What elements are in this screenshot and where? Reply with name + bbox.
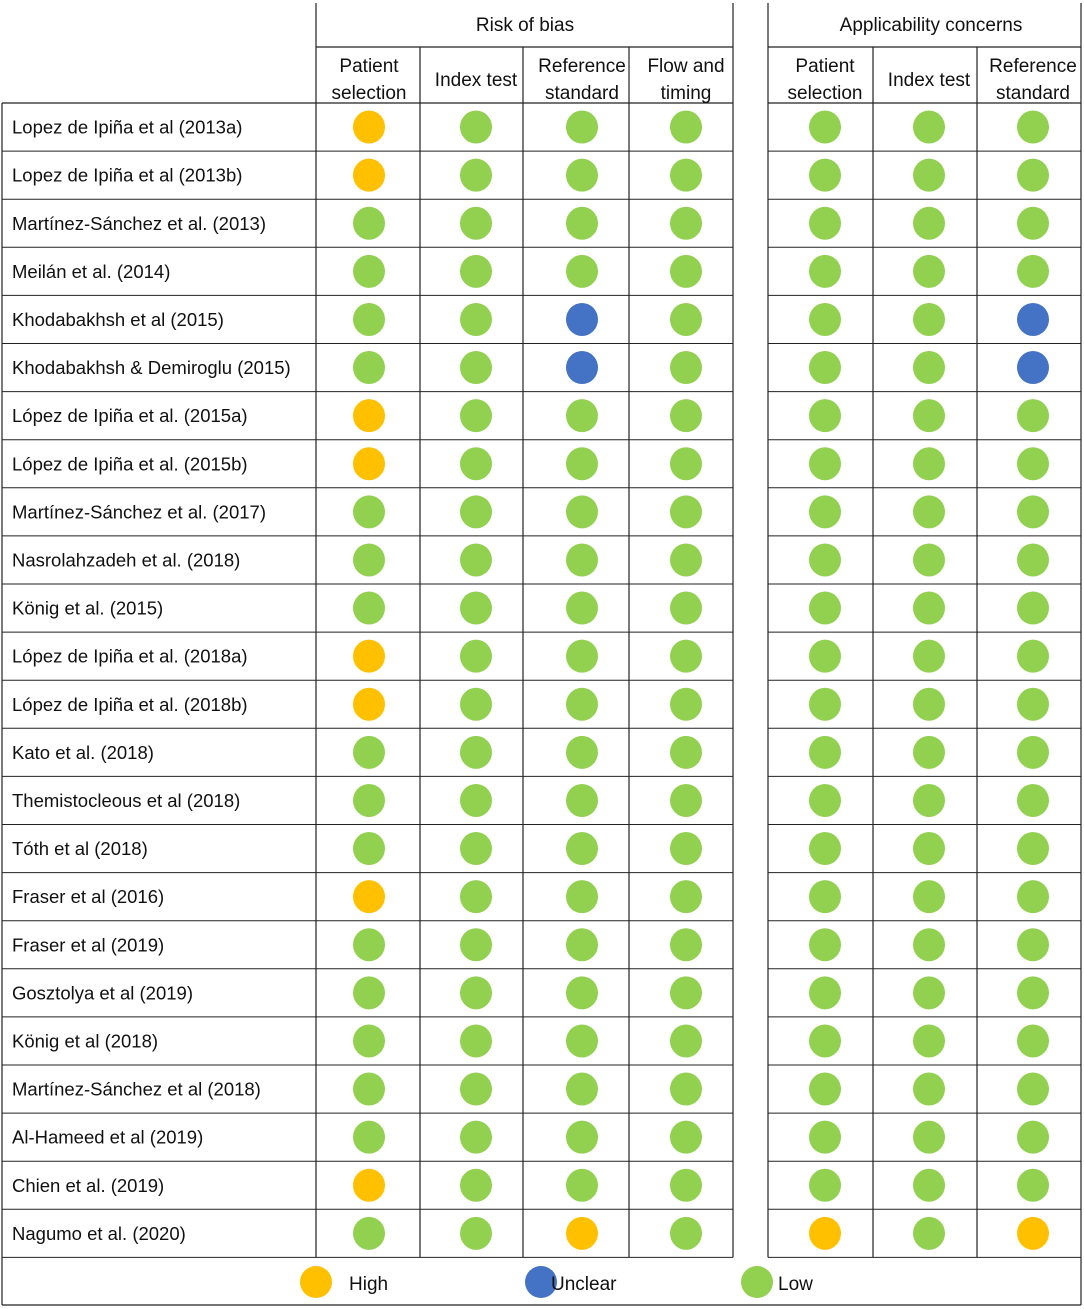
study-name: López de Ipiña et al. (2018a) bbox=[12, 645, 248, 667]
rating-dot-low bbox=[1017, 1024, 1049, 1057]
rating-dot-low bbox=[670, 832, 702, 865]
rating-dot-low bbox=[670, 640, 702, 673]
rating-dot-low bbox=[809, 543, 841, 576]
rating-dot-low bbox=[670, 111, 702, 144]
rating-dot-low bbox=[913, 784, 945, 817]
rating-dot-low bbox=[913, 688, 945, 721]
rating-dot-low bbox=[809, 159, 841, 192]
rating-dot-low bbox=[809, 495, 841, 528]
study-name: Chien et al. (2019) bbox=[12, 1174, 165, 1196]
rating-dot-unclear bbox=[1017, 351, 1049, 384]
rating-dot-low bbox=[809, 447, 841, 480]
rating-dot-low bbox=[809, 207, 841, 240]
rating-dot-low bbox=[460, 447, 492, 480]
rating-dot-high bbox=[353, 447, 385, 480]
rating-dot-low bbox=[809, 832, 841, 865]
rating-dot-low bbox=[809, 736, 841, 769]
rating-dot-low bbox=[1017, 736, 1049, 769]
rating-dot-low bbox=[460, 255, 492, 288]
rating-dot-low bbox=[913, 255, 945, 288]
rating-dot-low bbox=[353, 207, 385, 240]
column-header-line2: timing bbox=[660, 83, 712, 104]
table-row bbox=[12, 447, 1049, 480]
rating-dot-low bbox=[566, 736, 598, 769]
rating-dot-low bbox=[913, 207, 945, 240]
study-name: Al-Hameed et al (2019) bbox=[12, 1126, 204, 1148]
rating-dot-low bbox=[809, 255, 841, 288]
study-name: Lopez de Ipiña et al (2013b) bbox=[12, 164, 243, 186]
table-row bbox=[12, 880, 1049, 913]
rating-dot-low bbox=[809, 1121, 841, 1154]
table-row bbox=[12, 1024, 1049, 1057]
rating-dot-low bbox=[353, 928, 385, 961]
rating-dot-low bbox=[913, 1169, 945, 1202]
table-row bbox=[12, 255, 1049, 288]
legend-label: Unclear bbox=[551, 1274, 617, 1295]
rating-dot-high bbox=[353, 880, 385, 913]
rating-dot-low bbox=[460, 159, 492, 192]
rating-dot-high bbox=[353, 111, 385, 144]
rating-dot-low bbox=[1017, 784, 1049, 817]
rating-dot-low bbox=[460, 1169, 492, 1202]
rating-dot-low bbox=[1017, 207, 1049, 240]
rating-dot-low bbox=[460, 111, 492, 144]
rating-dot-low bbox=[670, 1217, 702, 1250]
rating-dot-low bbox=[1017, 447, 1049, 480]
rating-dot-low bbox=[670, 255, 702, 288]
rating-dot-low bbox=[913, 447, 945, 480]
column-header-line1: Reference bbox=[538, 56, 626, 77]
column-header-line1: Reference bbox=[989, 56, 1077, 77]
rating-dot-low bbox=[913, 640, 945, 673]
rating-dot-low bbox=[670, 976, 702, 1009]
rating-dot-low bbox=[1017, 255, 1049, 288]
rating-dot-low bbox=[809, 784, 841, 817]
rating-dot-low bbox=[353, 592, 385, 625]
rating-dot-low bbox=[670, 543, 702, 576]
rating-dot-low bbox=[566, 928, 598, 961]
rating-dot-low bbox=[913, 159, 945, 192]
rating-dot-low bbox=[460, 640, 492, 673]
rating-dot-low bbox=[460, 303, 492, 336]
rating-dot-low bbox=[353, 736, 385, 769]
study-name: Tóth et al (2018) bbox=[12, 838, 148, 860]
rating-dot-low bbox=[566, 495, 598, 528]
rating-dot-unclear bbox=[1017, 303, 1049, 336]
rating-dot-low bbox=[460, 543, 492, 576]
legend-item-unclear bbox=[525, 1266, 617, 1298]
legend-swatch bbox=[300, 1266, 332, 1298]
rating-dot-low bbox=[1017, 399, 1049, 432]
rating-dot-low bbox=[913, 303, 945, 336]
column-header-line2: selection bbox=[331, 83, 407, 104]
column-header-line1: Patient bbox=[795, 56, 855, 77]
table-row bbox=[12, 976, 1049, 1009]
rating-dot-low bbox=[1017, 543, 1049, 576]
rating-dot-low bbox=[353, 1024, 385, 1057]
rating-dot-unclear bbox=[566, 303, 598, 336]
study-name: Martínez-Sánchez et al. (2017) bbox=[12, 501, 266, 523]
rating-dot-low bbox=[913, 495, 945, 528]
study-name: López de Ipiña et al. (2015b) bbox=[12, 453, 248, 475]
rating-dot-low bbox=[913, 592, 945, 625]
rating-dot-low bbox=[913, 736, 945, 769]
rating-dot-low bbox=[460, 351, 492, 384]
legend-label: High bbox=[349, 1274, 389, 1295]
rating-dot-low bbox=[670, 784, 702, 817]
table-row bbox=[12, 832, 1049, 865]
rating-dot-low bbox=[1017, 111, 1049, 144]
study-name: Gosztolya et al (2019) bbox=[12, 982, 193, 1004]
rating-dot-low bbox=[353, 303, 385, 336]
rating-dot-low bbox=[1017, 832, 1049, 865]
rating-dot-low bbox=[1017, 640, 1049, 673]
rating-dot-low bbox=[566, 543, 598, 576]
rating-dot-high bbox=[353, 688, 385, 721]
rating-dot-low bbox=[670, 351, 702, 384]
rating-dot-low bbox=[809, 1169, 841, 1202]
rating-dot-low bbox=[809, 399, 841, 432]
table-row bbox=[12, 640, 1049, 673]
rating-dot-low bbox=[1017, 592, 1049, 625]
study-name: König et al. (2015) bbox=[12, 597, 164, 619]
rating-dot-high bbox=[566, 1217, 598, 1250]
rating-dot-low bbox=[460, 976, 492, 1009]
rating-dot-high bbox=[1017, 1217, 1049, 1250]
rating-dot-low bbox=[460, 784, 492, 817]
rating-dot-low bbox=[670, 592, 702, 625]
rating-dot-low bbox=[809, 592, 841, 625]
table-row bbox=[12, 1217, 1049, 1250]
rating-dot-low bbox=[566, 880, 598, 913]
rating-dot-low bbox=[566, 592, 598, 625]
table-row bbox=[12, 351, 1049, 384]
rating-dot-low bbox=[670, 303, 702, 336]
rating-dot-low bbox=[353, 784, 385, 817]
legend-item-low bbox=[741, 1266, 813, 1298]
rating-dot-low bbox=[913, 1024, 945, 1057]
rating-dot-high bbox=[809, 1217, 841, 1250]
table-header bbox=[332, 15, 1077, 104]
rating-dot-low bbox=[460, 688, 492, 721]
column-header-line2: standard bbox=[996, 83, 1070, 104]
rating-dot-low bbox=[353, 1121, 385, 1154]
column-header-line1: Flow and bbox=[647, 56, 725, 77]
rating-dot-low bbox=[1017, 495, 1049, 528]
rating-dot-low bbox=[460, 495, 492, 528]
rating-dot-low bbox=[809, 688, 841, 721]
rating-dot-low bbox=[809, 1073, 841, 1106]
column-header-line2: standard bbox=[545, 83, 619, 104]
rating-dot-low bbox=[566, 832, 598, 865]
rating-dot-low bbox=[460, 399, 492, 432]
rating-dot-low bbox=[670, 928, 702, 961]
rating-dot-low bbox=[913, 1217, 945, 1250]
study-name: Kato et al. (2018) bbox=[12, 741, 154, 763]
rating-dot-unclear bbox=[566, 351, 598, 384]
rating-dot-low bbox=[1017, 1121, 1049, 1154]
rating-dot-low bbox=[809, 351, 841, 384]
rating-dot-low bbox=[913, 351, 945, 384]
rating-dot-low bbox=[809, 928, 841, 961]
table-row bbox=[12, 1073, 1049, 1106]
rating-dot-low bbox=[566, 1024, 598, 1057]
rating-dot-low bbox=[670, 447, 702, 480]
rating-dot-low bbox=[809, 303, 841, 336]
rating-dot-low bbox=[913, 976, 945, 1009]
rating-dot-low bbox=[670, 1073, 702, 1106]
study-name: Nagumo et al. (2020) bbox=[12, 1222, 186, 1244]
rating-dot-low bbox=[353, 1217, 385, 1250]
study-name: Nasrolahzadeh et al. (2018) bbox=[12, 549, 241, 571]
study-name: Martínez-Sánchez et al. (2013) bbox=[12, 212, 266, 234]
rating-dot-low bbox=[670, 1024, 702, 1057]
table-row bbox=[12, 592, 1049, 625]
group-label-applicability: Applicability concerns bbox=[839, 15, 1023, 36]
rating-dot-low bbox=[1017, 1169, 1049, 1202]
rating-dot-low bbox=[809, 1024, 841, 1057]
rating-dot-low bbox=[913, 880, 945, 913]
rating-dot-low bbox=[566, 207, 598, 240]
table-row bbox=[12, 159, 1049, 192]
rating-dot-low bbox=[670, 159, 702, 192]
rating-dot-low bbox=[460, 736, 492, 769]
rating-dot-low bbox=[460, 592, 492, 625]
group-label-risk-of-bias: Risk of bias bbox=[475, 15, 575, 36]
rating-dot-high bbox=[353, 1169, 385, 1202]
rating-dot-low bbox=[460, 832, 492, 865]
legend-item-high bbox=[300, 1266, 388, 1298]
rating-dot-low bbox=[460, 928, 492, 961]
rating-dot-low bbox=[566, 688, 598, 721]
rating-dot-low bbox=[913, 111, 945, 144]
legend-label: Low bbox=[778, 1274, 813, 1295]
rating-dot-low bbox=[460, 207, 492, 240]
rating-dot-low bbox=[913, 1121, 945, 1154]
rating-dot-low bbox=[913, 399, 945, 432]
rating-dot-low bbox=[566, 784, 598, 817]
study-name: König et al (2018) bbox=[12, 1030, 159, 1052]
rating-dot-low bbox=[566, 399, 598, 432]
rating-dot-low bbox=[913, 1073, 945, 1106]
rating-dot-low bbox=[1017, 1073, 1049, 1106]
table-row bbox=[12, 928, 1049, 961]
rating-dot-low bbox=[566, 976, 598, 1009]
rating-dot-low bbox=[460, 880, 492, 913]
rating-dot-high bbox=[353, 399, 385, 432]
rating-dot-low bbox=[1017, 976, 1049, 1009]
study-name: Martínez-Sánchez et al (2018) bbox=[12, 1078, 261, 1100]
study-name: López de Ipiña et al. (2015a) bbox=[12, 405, 248, 427]
study-name: Lopez de Ipiña et al (2013a) bbox=[12, 116, 243, 138]
rating-dot-low bbox=[1017, 688, 1049, 721]
rating-dot-low bbox=[809, 640, 841, 673]
rating-dot-low bbox=[670, 736, 702, 769]
rating-dot-low bbox=[670, 1169, 702, 1202]
study-name: Themistocleous et al (2018) bbox=[12, 789, 241, 811]
rating-dot-low bbox=[670, 495, 702, 528]
rating-dot-low bbox=[566, 1073, 598, 1106]
legend bbox=[300, 1266, 813, 1298]
rating-dot-low bbox=[353, 495, 385, 528]
rating-dot-low bbox=[353, 976, 385, 1009]
table-row bbox=[12, 111, 1049, 144]
study-name: Khodabakhsh et al (2015) bbox=[12, 308, 224, 330]
legend-swatch bbox=[741, 1266, 773, 1298]
rating-dot-low bbox=[566, 447, 598, 480]
rating-dot-low bbox=[1017, 928, 1049, 961]
rating-dot-low bbox=[913, 543, 945, 576]
table-row bbox=[12, 688, 1049, 721]
rating-dot-low bbox=[566, 255, 598, 288]
rating-dot-low bbox=[353, 1073, 385, 1106]
study-name: Meilán et al. (2014) bbox=[12, 260, 171, 282]
column-header: Index test bbox=[434, 70, 518, 91]
table-row bbox=[12, 736, 1049, 769]
rating-dot-low bbox=[353, 832, 385, 865]
rating-dot-low bbox=[670, 688, 702, 721]
rating-dot-low bbox=[353, 255, 385, 288]
rating-dot-low bbox=[460, 1024, 492, 1057]
table-row bbox=[12, 784, 1049, 817]
column-header-line2: selection bbox=[787, 83, 863, 104]
study-name: Fraser et al (2016) bbox=[12, 886, 165, 908]
rating-dot-low bbox=[566, 640, 598, 673]
table-row bbox=[12, 207, 1049, 240]
rating-dot-low bbox=[913, 928, 945, 961]
rating-dot-low bbox=[566, 159, 598, 192]
rating-dot-low bbox=[460, 1073, 492, 1106]
rating-dot-low bbox=[809, 976, 841, 1009]
table-row bbox=[12, 1121, 1049, 1154]
rating-dot-low bbox=[353, 543, 385, 576]
table-row bbox=[12, 1169, 1049, 1202]
rating-dot-low bbox=[913, 832, 945, 865]
column-header: Index test bbox=[887, 70, 971, 91]
rating-dot-high bbox=[353, 640, 385, 673]
rating-dot-low bbox=[566, 1169, 598, 1202]
column-header-line1: Patient bbox=[339, 56, 399, 77]
rating-dot-low bbox=[809, 880, 841, 913]
study-name: López de Ipiña et al. (2018b) bbox=[12, 693, 248, 715]
rating-dot-low bbox=[670, 880, 702, 913]
study-name: Khodabakhsh & Demiroglu (2015) bbox=[12, 357, 291, 379]
rating-dot-low bbox=[566, 1121, 598, 1154]
rating-dot-low bbox=[670, 399, 702, 432]
rating-dot-low bbox=[670, 1121, 702, 1154]
rating-dot-low bbox=[1017, 880, 1049, 913]
study-name: Fraser et al (2019) bbox=[12, 934, 165, 956]
rating-dot-high bbox=[353, 159, 385, 192]
rating-dot-low bbox=[460, 1121, 492, 1154]
rating-dot-low bbox=[353, 351, 385, 384]
rating-dot-low bbox=[1017, 159, 1049, 192]
rating-dot-low bbox=[809, 111, 841, 144]
table-row bbox=[12, 543, 1049, 576]
rating-dot-low bbox=[566, 111, 598, 144]
rating-dot-low bbox=[670, 207, 702, 240]
table-row bbox=[12, 399, 1049, 432]
table-row bbox=[12, 303, 1049, 336]
table-row bbox=[12, 495, 1049, 528]
rating-dot-low bbox=[460, 1217, 492, 1250]
